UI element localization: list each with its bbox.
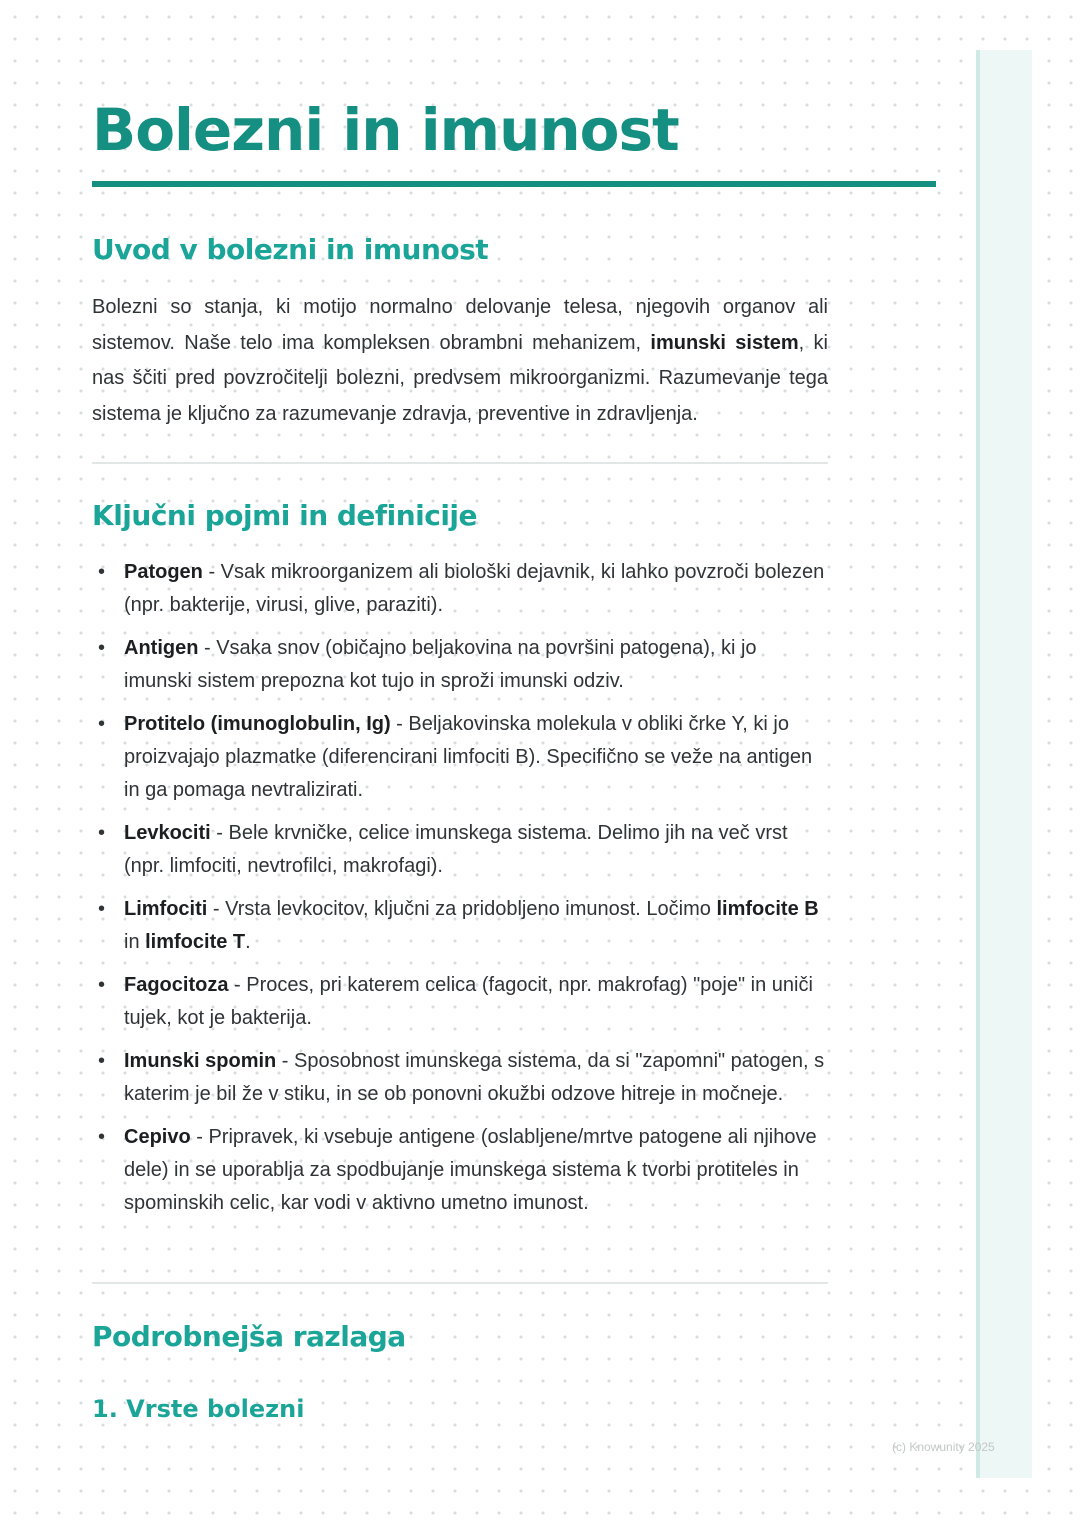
definition-bold-t: limfocite T	[145, 931, 246, 953]
intro-paragraph	[92, 290, 828, 432]
definition-item	[92, 556, 828, 622]
bullet-icon: •	[98, 898, 106, 920]
definition-item	[92, 1121, 828, 1220]
section-divider	[92, 462, 828, 464]
definition-text: - Vrsta levkocitov, ključni za pridobljeno imunost. Ločimo	[207, 898, 717, 920]
definition-item	[92, 708, 828, 807]
bullet-icon: •	[98, 561, 106, 583]
definition-term: Fagocitoza	[124, 974, 229, 996]
definition-item	[92, 893, 828, 959]
definition-text-end: .	[245, 931, 251, 953]
details-heading: Podrobnejša razlaga	[92, 1320, 406, 1353]
definition-term: Antigen	[124, 637, 199, 659]
side-margin-line	[976, 50, 980, 1478]
definition-item	[92, 969, 828, 1035]
intro-text-2: , ki nas ščiti pred povzročitelji bolezni, predvsem mikroorganizmi. Razumevanje tega sistema je ključno za razumevanje zdravja, preventive in zdravljenja.	[92, 331, 828, 425]
bullet-icon: •	[98, 1050, 106, 1072]
section-divider	[92, 1282, 828, 1284]
definition-term: Imunski spomin	[124, 1050, 277, 1072]
definition-term: Levkociti	[124, 822, 211, 844]
bullet-icon: •	[98, 974, 106, 996]
details-subheading: 1. Vrste bolezni	[92, 1395, 305, 1423]
page-title: Bolezni in imunost	[92, 96, 679, 164]
definition-text: - Sposobnost imunskega sistema, da si "zapomni" patogen, s katerim je bil že v stiku, in se ob ponovni okužbi odzove hitreje in močneje.	[124, 1050, 825, 1105]
definition-term: Patogen	[124, 561, 203, 583]
definition-item	[92, 632, 828, 698]
intro-text-1: Bolezni so stanja, ki motijo normalno delovanje telesa, njegovih organov ali sistemov. Naše telo ima kompleksen obrambni mehanizem,	[92, 296, 828, 354]
definition-text: - Bele krvničke, celice imunskega sistema. Delimo jih na več vrst (npr. limfociti, nevtrofilci, makrofagi).	[124, 822, 788, 877]
definition-text: - Vsak mikroorganizem ali biološki dejavnik, ki lahko povzroči bolezen (npr. bakterije, virusi, glive, paraziti).	[124, 561, 825, 616]
bullet-icon: •	[98, 1126, 106, 1148]
intro-bold-term: imunski sistem	[650, 331, 799, 354]
definition-term: Protitelo (imunoglobulin, Ig)	[124, 713, 391, 735]
side-margin-bar	[976, 50, 1032, 1478]
copyright-footer: (c) Knowunity 2025	[892, 1440, 995, 1454]
definition-item	[92, 817, 828, 883]
definitions-heading: Ključni pojmi in definicije	[92, 499, 478, 532]
definition-bold-b: limfocite B	[716, 898, 819, 920]
definition-item	[92, 1045, 828, 1111]
definition-text: - Vsaka snov (običajno beljakovina na površini patogena), ki jo imunski sistem prepozna kot tujo in sproži imunski odziv.	[124, 637, 757, 692]
bullet-icon: •	[98, 713, 106, 735]
definition-text-mid: in	[124, 931, 146, 953]
bullet-icon: •	[98, 637, 106, 659]
bullet-icon: •	[98, 822, 106, 844]
definition-text: - Beljakovinska molekula v obliki črke Y, ki jo proizvajajo plazmatke (diferencirani limfociti B). Specifično se veže na antigen in ga pomaga nevtralizirati.	[124, 713, 813, 801]
title-underline	[92, 181, 936, 187]
definition-text: - Proces, pri katerem celica (fagocit, npr. makrofag) "poje" in uniči tujek, kot je bakterija.	[124, 974, 813, 1029]
definition-term: Limfociti	[124, 898, 208, 920]
intro-heading: Uvod v bolezni in imunost	[92, 233, 489, 266]
definitions-list	[92, 556, 828, 1230]
definition-text: - Pripravek, ki vsebuje antigene (oslabljene/mrtve patogene ali njihove dele) in se uporablja za spodbujanje imunskega sistema k tvorbi protiteles in spominskih celic, kar vodi v aktivno umetno imunost.	[124, 1126, 817, 1214]
definition-term: Cepivo	[124, 1126, 191, 1148]
